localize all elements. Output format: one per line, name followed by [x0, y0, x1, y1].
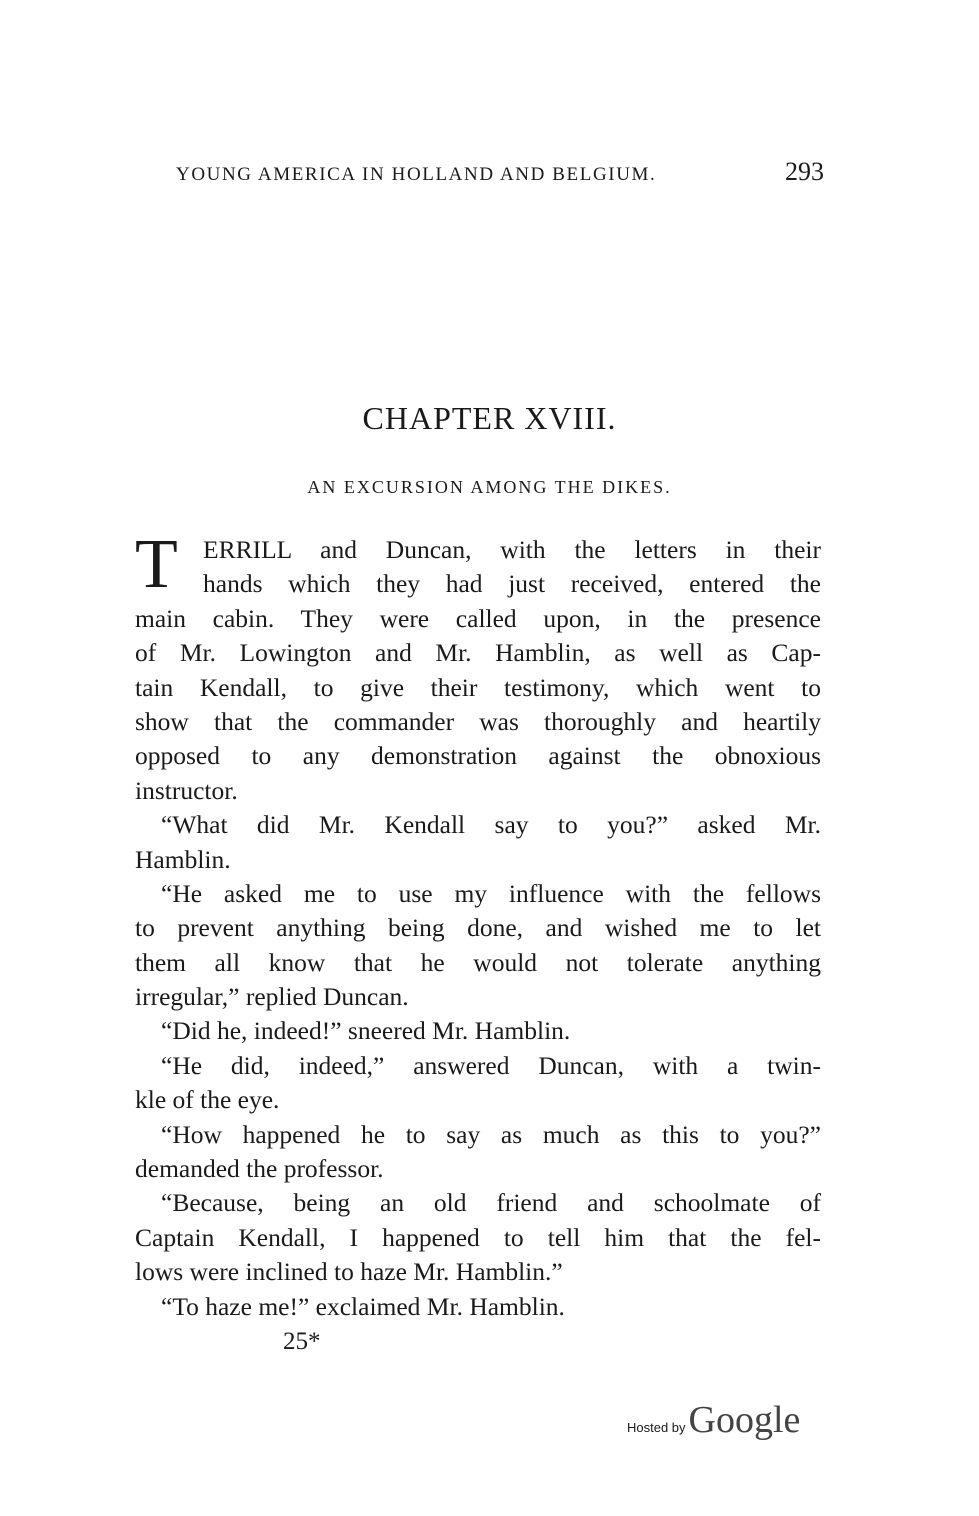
text-line-2: hands which they had just received, entered the — [203, 569, 821, 599]
text-line: Captain Kendall, I happened to tell him that the fel- — [135, 1222, 821, 1252]
running-title: YOUNG AMERICA IN HOLLAND AND BELGIUM. — [176, 164, 657, 185]
text-line: irregular,” replied Duncan. — [135, 982, 409, 1012]
text-line: tain Kendall, to give their testimony, which went to — [135, 672, 821, 702]
drop-cap: T — [135, 526, 178, 603]
signature-mark: 25* — [283, 1328, 321, 1355]
text-line: opposed to any demonstration against the obnoxious — [135, 741, 821, 771]
text-line: “What did Mr. Kendall say to you?” asked Mr. — [161, 810, 821, 840]
text-line: kle of the eye. — [135, 1085, 280, 1115]
text-line: show that the commander was thoroughly and heartily — [135, 706, 821, 736]
running-head — [176, 157, 824, 187]
text-line-1: ERRILL and Duncan, with the letters in their — [203, 535, 821, 564]
text-line: to prevent anything being done, and wished me to let — [135, 913, 821, 943]
text-line: instructor. — [135, 775, 238, 805]
chapter-title: CHAPTER XVIII. — [362, 400, 617, 436]
text-line: them all know that he would not tolerate anything — [135, 947, 821, 977]
text-line: “How happened he to say as much as this to you?” — [161, 1119, 821, 1149]
text-line: lows were inclined to haze Mr. Hamblin.” — [135, 1257, 563, 1287]
chapter-subtitle: AN EXCURSION AMONG THE DIKES. — [307, 477, 672, 497]
text-line: demanded the professor. — [135, 1154, 384, 1184]
body-text — [135, 526, 821, 1324]
page-number: 293 — [785, 157, 824, 186]
text-line: “He asked me to use my influence with the fellows — [161, 878, 821, 908]
text-line: “To haze me!” exclaimed Mr. Hamblin. — [161, 1291, 565, 1321]
text-line: “Because, being an old friend and schoolmate of — [161, 1188, 821, 1218]
text-line: main cabin. They were called upon, in the presence — [135, 603, 821, 633]
text-line: of Mr. Lowington and Mr. Hamblin, as well as Cap- — [135, 638, 821, 668]
text-line: “He did, indeed,” answered Duncan, with a twin- — [161, 1050, 821, 1080]
hosted-by-google-watermark — [627, 1398, 800, 1442]
google-logo: Google — [688, 1399, 801, 1441]
text-line: “Did he, indeed!” sneered Mr. Hamblin. — [161, 1016, 571, 1046]
text-line: Hamblin. — [135, 844, 231, 874]
hosted-by-label: Hosted by — [627, 1420, 686, 1435]
